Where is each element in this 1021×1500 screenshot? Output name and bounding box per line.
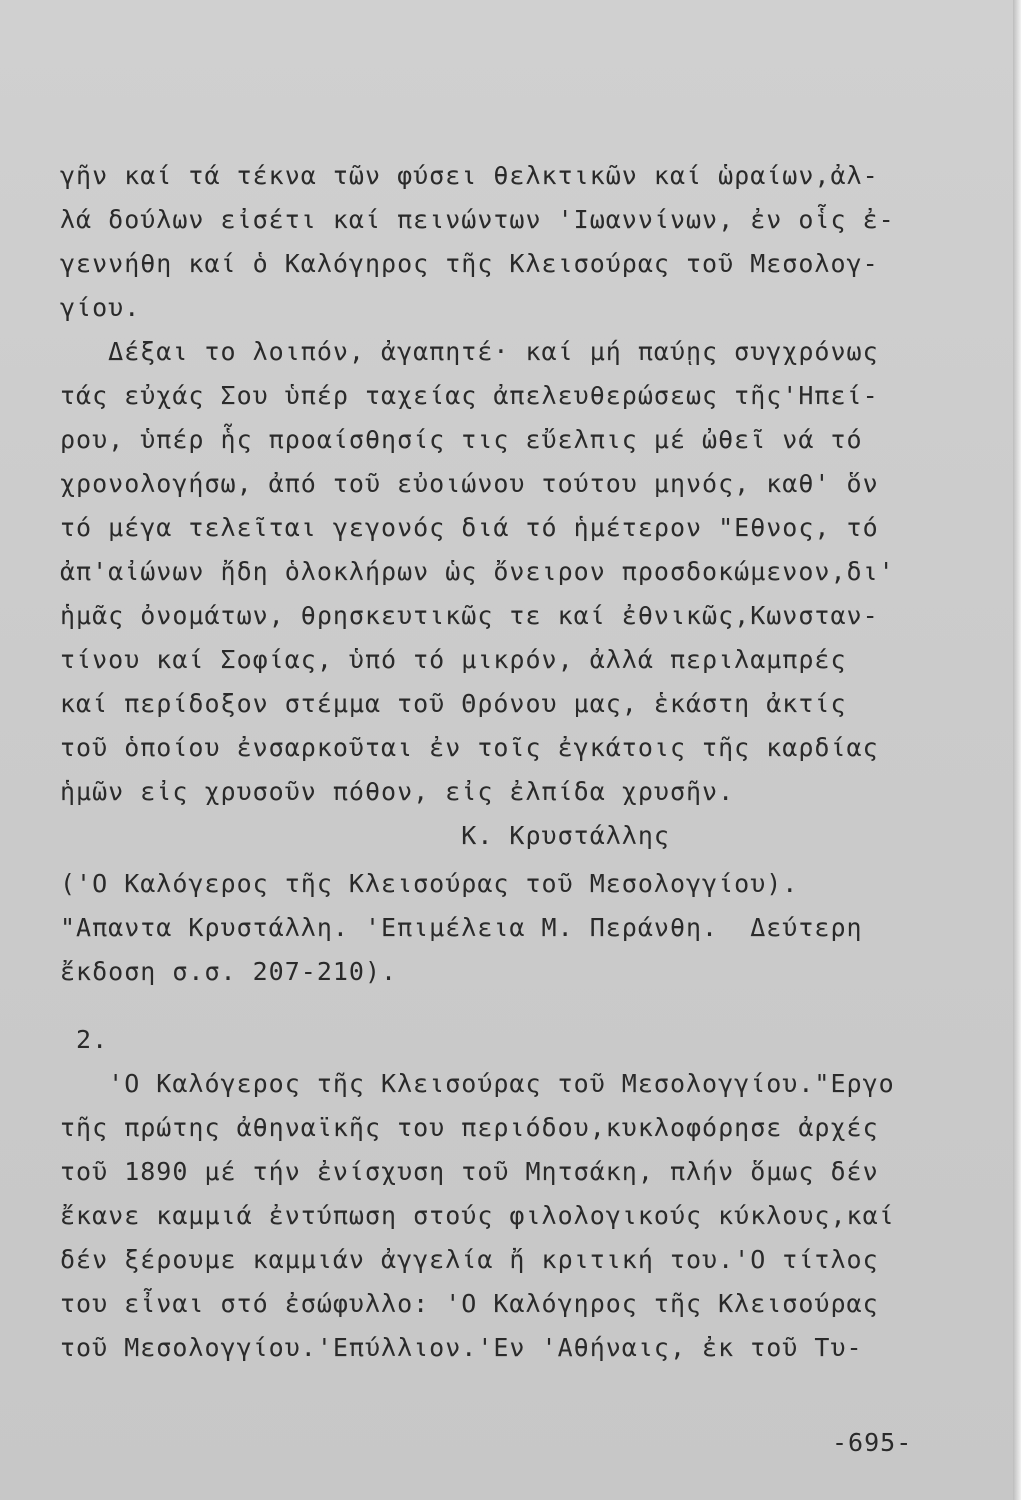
author-signature: Κ. Κρυστάλλης (60, 821, 670, 850)
text-line-14: τοῦ ὁποίου ἐνσαρκοῦται ἐν τοῖς ἐγκάτοις τῆς καρδίας (60, 733, 879, 762)
text-line-4: γίου. (60, 293, 141, 322)
text-line-5: Δέξαι το λοιπόν, ἀγαπητέ· καί μή παύῃς συγχρόνως (60, 337, 879, 366)
citation-line-2: "Απαντα Κρυστάλλη. 'Επιμέλεια Μ. Περάνθη. Δεύτερη (60, 913, 863, 942)
text-line-25: ἔκανε καμμιά ἐντύπωση στούς φιλολογικούς κύκλους,καί (60, 1201, 895, 1230)
text-line-15: ἡμῶν εἰς χρυσοῦν πόθον, εἰς ἐλπίδα χρυσῆν. (60, 777, 735, 806)
text-line-8: χρονολογήσω, ἀπό τοῦ εὐοιώνου τούτου μηνός, καθ' ὅν (60, 469, 879, 498)
text-line-7: ρου, ὑπέρ ἧς προαίσθησίς τις εὔελπις μέ ὠθεῖ νά τό (60, 425, 863, 454)
text-line-27: του εἶναι στό ἐσώφυλλο: 'Ο Καλόγηρος τῆς Κλεισούρας (60, 1289, 879, 1318)
text-line-10: ἀπ'αἰώνων ἤδη ὁλοκλήρων ὡς ὄνειρον προσδοκώμενον,δι' (60, 557, 895, 586)
text-line-24: τοῦ 1890 μέ τήν ἐνίσχυση τοῦ Μητσάκη, πλήν ὅμως δέν (60, 1157, 879, 1186)
text-line-22: 'Ο Καλόγερος τῆς Κλεισούρας τοῦ Μεσολογγίου."Εργο (60, 1069, 895, 1098)
text-line-6: τάς εὐχάς Σου ὑπέρ ταχείας ἀπελευθερώσεως τῆς'Ηπεί- (60, 381, 879, 410)
text-line-3: γεννήθη καί ὁ Καλόγηρος τῆς Κλεισούρας τοῦ Μεσολογ- (60, 249, 879, 278)
page-edge (1013, 0, 1021, 1500)
text-line-28: τοῦ Μεσολογγίου.'Επύλλιον.'Εν 'Αθήναις, ἐκ τοῦ Τυ- (60, 1333, 863, 1362)
text-line-11: ἡμᾶς ὀνομάτων, θρησκευτικῶς τε καί ἐθνικῶς,Κωνσταν- (60, 601, 879, 630)
page-number: -695- (832, 1428, 913, 1457)
text-line-23: τῆς πρώτης ἀθηναϊκῆς του περιόδου,κυκλοφόρησε ἀρχές (60, 1113, 879, 1142)
text-line-2: λά δούλων εἰσέτι καί πεινώντων 'Ιωαννίνων, ἐν οἷς ἐ- (60, 205, 895, 234)
text-line-26: δέν ξέρουμε καμμιάν ἀγγελία ἤ κριτική του.'Ο τίτλος (60, 1245, 879, 1274)
text-line-9: τό μέγα τελεῖται γεγονός διά τό ἡμέτερον "Εθνος, τό (60, 513, 879, 542)
text-line-12: τίνου καί Σοφίας, ὑπό τό μικρόν, ἀλλά περιλαμπρές (60, 645, 847, 674)
citation-line-1: ('Ο Καλόγερος τῆς Κλεισούρας τοῦ Μεσολογγίου). (60, 869, 799, 898)
text-line-1: γῆν καί τά τέκνα τῶν φύσει θελκτικῶν καί ὡραίων,ἀλ- (60, 161, 879, 190)
citation-line-3: ἔκδοση σ.σ. 207-210). (60, 957, 398, 986)
section-number: 2. (60, 1025, 109, 1054)
text-line-13: καί περίδοξον στέμμα τοῦ Θρόνου μας, ἑκάστη ἀκτίς (60, 689, 847, 718)
